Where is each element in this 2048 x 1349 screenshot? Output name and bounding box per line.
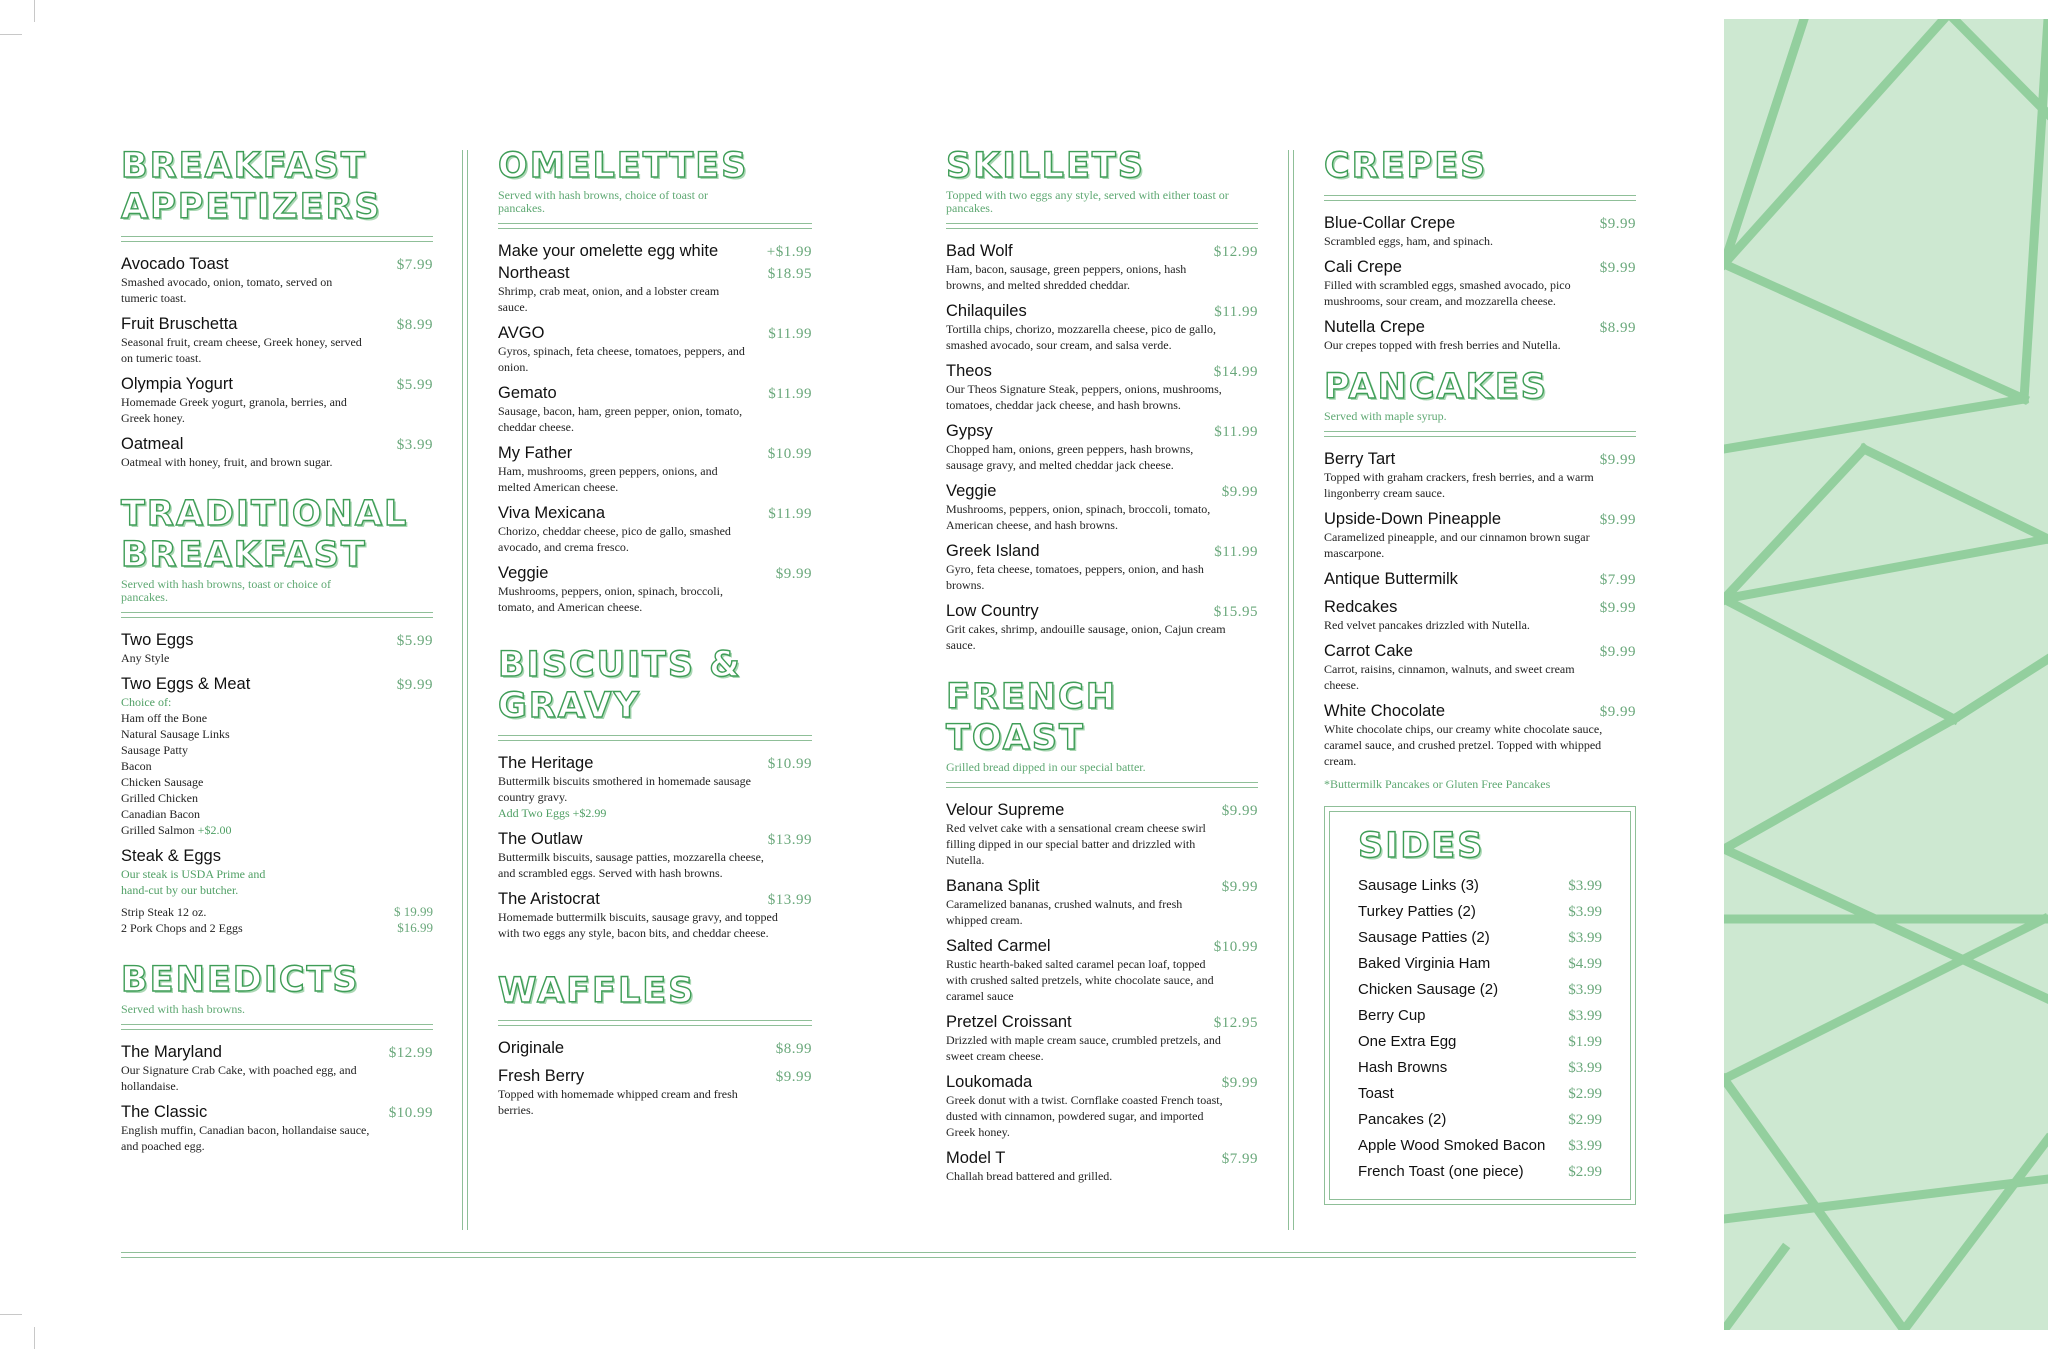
item-name: Greek Island xyxy=(946,542,1040,560)
section-title: PANCAKES xyxy=(1324,367,1548,407)
item-price: $11.99 xyxy=(1214,424,1258,440)
section-title: TRADITIONAL xyxy=(121,494,409,534)
double-rule xyxy=(121,612,433,618)
item-price: $11.99 xyxy=(768,506,812,522)
item-price: $9.99 xyxy=(1599,452,1636,468)
item-desc: Oatmeal with honey, fruit, and brown sugar. xyxy=(121,455,333,469)
item-desc: Gyro, feta cheese, tomatoes, peppers, onion, and hash browns. xyxy=(946,562,1204,592)
meat-option: Grilled Chicken xyxy=(121,791,198,805)
menu-item xyxy=(498,263,812,315)
double-rule xyxy=(946,782,1258,788)
menu-item xyxy=(946,936,1258,1004)
item-price: $9.99 xyxy=(775,566,812,582)
section-subtitle: Served with hash browns, choice of toast or pancakes. xyxy=(498,188,708,215)
side-name: Turkey Patties (2) xyxy=(1358,903,1476,920)
item-desc: Seasonal fruit, cream cheese, Greek honey, served on tumeric toast. xyxy=(121,335,362,365)
side-price: $4.99 xyxy=(1568,956,1602,972)
side-price: $2.99 xyxy=(1568,1164,1602,1180)
side-price: $2.99 xyxy=(1568,1086,1602,1102)
item-list xyxy=(121,254,433,470)
item-price: $3.99 xyxy=(396,437,433,453)
item-price: $9.99 xyxy=(1599,704,1636,720)
item-name: The Classic xyxy=(121,1103,208,1121)
section-omelettes xyxy=(498,146,812,615)
side-name: Pancakes (2) xyxy=(1358,1111,1447,1128)
item-desc: Caramelized pineapple, and our cinnamon brown sugar mascarpone. xyxy=(1324,530,1590,560)
item-name: Berry Tart xyxy=(1324,450,1396,468)
menu-item xyxy=(946,601,1258,653)
item-name: Steak & Eggs xyxy=(121,847,221,865)
menu-item xyxy=(946,1072,1258,1140)
item-desc: Carrot, raisins, cinnamon, walnuts, and sweet cream cheese. xyxy=(1324,662,1575,692)
item-price: $11.99 xyxy=(1214,304,1258,320)
menu-item xyxy=(1324,701,1636,769)
item-desc: Ham, mushrooms, green peppers, onions, and melted American cheese. xyxy=(498,464,718,494)
item-desc: Caramelized bananas, crushed walnuts, and fresh whipped cream. xyxy=(946,897,1183,927)
column-3 xyxy=(946,146,1258,1208)
item-price: $9.99 xyxy=(775,1069,812,1085)
item-desc: Ham, bacon, sausage, green peppers, onions, hash browns, and melted shredded cheddar. xyxy=(946,262,1187,292)
steak-rows xyxy=(121,904,433,936)
item-desc: Our Signature Crab Cake, with poached egg, and hollandaise. xyxy=(121,1063,357,1093)
meat-option: Ham off the Bone xyxy=(121,711,208,725)
menu-item xyxy=(1324,449,1636,501)
item-name: Nutella Crepe xyxy=(1324,318,1425,336)
side-price: $3.99 xyxy=(1568,904,1602,920)
menu-item xyxy=(498,563,812,615)
item-price: $5.99 xyxy=(396,377,433,393)
crop-mark xyxy=(34,0,35,22)
item-list xyxy=(946,241,1258,653)
section-skillets xyxy=(946,146,1258,653)
menu-item xyxy=(946,481,1258,533)
section-traditional-breakfast xyxy=(121,494,433,936)
meat-option: Chicken Sausage xyxy=(121,775,204,789)
menu-item xyxy=(946,541,1258,593)
item-price: $13.99 xyxy=(767,832,812,848)
section-title: OMELETTES xyxy=(498,146,749,186)
item-name: Gemato xyxy=(498,384,557,402)
steak-price: $16.99 xyxy=(397,920,433,935)
item-desc: Our crepes topped with fresh berries and Nutella. xyxy=(1324,338,1561,352)
item-name: Two Eggs xyxy=(121,631,194,649)
side-name: Berry Cup xyxy=(1358,1007,1426,1024)
item-name: Upside-Down Pineapple xyxy=(1324,510,1502,528)
item-name: Theos xyxy=(946,362,992,380)
item-name: Salted Carmel xyxy=(946,937,1051,955)
item-desc: Topped with graham crackers, fresh berries, and a warm lingonberry cream sauce. xyxy=(1324,470,1594,500)
crop-mark xyxy=(0,34,22,35)
item-desc: Filled with scrambled eggs, smashed avocado, pico mushrooms, sour cream, and mozzarella cheese. xyxy=(1324,278,1571,308)
side-price: $3.99 xyxy=(1568,930,1602,946)
side-name: Sausage Patties (2) xyxy=(1358,929,1490,946)
side-item xyxy=(1358,899,1602,925)
menu-item xyxy=(498,1066,812,1118)
side-item xyxy=(1358,1003,1602,1029)
item-price: $9.99 xyxy=(1221,879,1258,895)
item-name: Gypsy xyxy=(946,422,993,440)
item-desc: Drizzled with maple cream sauce, crumbled pretzels, and sweet cream cheese. xyxy=(946,1033,1221,1063)
double-rule xyxy=(498,223,812,229)
item-name: Fresh Berry xyxy=(498,1067,585,1085)
crop-mark xyxy=(0,1314,22,1315)
side-price: $3.99 xyxy=(1568,1008,1602,1024)
item-desc: Gyros, spinach, feta cheese, tomatoes, peppers, and onion. xyxy=(498,344,745,374)
item-name: Oatmeal xyxy=(121,435,184,453)
item-desc: Homemade Greek yogurt, granola, berries, and Greek honey. xyxy=(121,395,347,425)
section-waffles xyxy=(498,971,812,1118)
item-price: $9.99 xyxy=(1599,600,1636,616)
item-name: Antique Buttermilk xyxy=(1324,570,1458,588)
item-name: Olympia Yogurt xyxy=(121,375,233,393)
column-2 xyxy=(498,146,812,1142)
item-desc: Buttermilk biscuits, sausage patties, mozzarella cheese, and scrambled eggs. Served with hash browns. xyxy=(498,850,764,880)
item-name: Fruit Bruschetta xyxy=(121,315,238,333)
side-name: Chicken Sausage (2) xyxy=(1358,981,1499,998)
item-desc: Shrimp, crab meat, onion, and a lobster cream sauce. xyxy=(498,284,720,314)
item-price: $10.99 xyxy=(1213,939,1258,955)
sides-box xyxy=(1324,806,1636,1205)
section-title: BISCUITS & GRAVY xyxy=(498,645,742,726)
item-desc: Any Style xyxy=(121,651,170,665)
steak-label: Strip Steak 12 oz. xyxy=(121,905,207,919)
menu-item xyxy=(946,1012,1258,1064)
section-biscuits-gravy xyxy=(498,645,812,941)
item-price: $9.99 xyxy=(1221,484,1258,500)
side-name: Sausage Links (3) xyxy=(1358,877,1479,894)
menu-item xyxy=(498,1038,812,1058)
menu-item xyxy=(1324,641,1636,693)
egg-white-option xyxy=(498,241,812,261)
section-title: FRENCH TOAST xyxy=(946,677,1118,758)
side-name: Apple Wood Smoked Bacon xyxy=(1358,1137,1546,1154)
item-desc: Rustic hearth-baked salted caramel pecan loaf, topped with crushed salted pretzels, white chocolate sauce, and caramel sauce xyxy=(946,957,1214,1003)
column-1 xyxy=(121,146,433,1178)
item-desc: Smashed avocado, onion, tomato, served on tumeric toast. xyxy=(121,275,333,305)
item-price: $9.99 xyxy=(396,677,433,693)
choice-label: Choice of: xyxy=(121,695,172,709)
item-name: Loukomada xyxy=(946,1073,1033,1091)
sides-inner xyxy=(1329,811,1631,1200)
menu-item xyxy=(1324,317,1636,353)
section-subtitle: Topped with two eggs any style, served with either toast or pancakes. xyxy=(946,188,1229,215)
item-price: $10.99 xyxy=(767,756,812,772)
menu-item xyxy=(946,361,1258,413)
side-price: $3.99 xyxy=(1568,1138,1602,1154)
menu-item xyxy=(498,323,812,375)
menu-item xyxy=(121,846,433,936)
column-divider xyxy=(462,150,468,1230)
side-price: $3.99 xyxy=(1568,982,1602,998)
side-price: $1.99 xyxy=(1568,1034,1602,1050)
item-name: Veggie xyxy=(498,564,549,582)
item-name: Low Country xyxy=(946,602,1039,620)
section-title: BREAKFAST xyxy=(121,146,367,186)
item-name: Blue-Collar Crepe xyxy=(1324,214,1456,232)
section-title: WAFFLES xyxy=(498,971,696,1011)
item-desc: English muffin, Canadian bacon, hollandaise sauce, and poached egg. xyxy=(121,1123,370,1153)
item-desc: Red velvet cake with a sensational cream cheese swirl filling dipped in our special batter and drizzled with Nutella. xyxy=(946,821,1206,867)
item-price: $13.99 xyxy=(767,892,812,908)
item-desc: Mushrooms, peppers, onion, spinach, broccoli, tomato, and American cheese. xyxy=(498,584,723,614)
item-desc: Sausage, bacon, ham, green pepper, onion, tomato, cheddar cheese. xyxy=(498,404,743,434)
item-desc: Buttermilk biscuits smothered in homemade sausage country gravy. xyxy=(498,774,751,804)
item-price: $14.99 xyxy=(1213,364,1258,380)
decorative-panel xyxy=(1724,19,2048,1330)
meat-options xyxy=(121,710,433,822)
section-title: SIDES xyxy=(1358,826,1485,866)
double-rule xyxy=(498,735,812,741)
side-item xyxy=(1358,1107,1602,1133)
section-french-toast xyxy=(946,677,1258,1184)
item-name: Northeast xyxy=(498,264,570,282)
side-name: Hash Browns xyxy=(1358,1059,1448,1076)
item-price: $7.99 xyxy=(396,257,433,273)
menu-item xyxy=(1324,569,1636,589)
item-price: $12.99 xyxy=(1213,244,1258,260)
item-desc: Mushrooms, peppers, onion, spinach, broccoli, tomato, American cheese, and hash browns. xyxy=(946,502,1211,532)
double-rule xyxy=(121,236,433,242)
meat-option: Bacon xyxy=(121,759,152,773)
item-name: Originale xyxy=(498,1039,565,1057)
item-name: Banana Split xyxy=(946,877,1040,895)
item-price: $9.99 xyxy=(1599,260,1636,276)
pancake-note: *Buttermilk Pancakes or Gluten Free Pancakes xyxy=(1324,777,1551,791)
item-price: $11.99 xyxy=(768,386,812,402)
section-title: APPETIZERS xyxy=(121,187,382,227)
item-name: Bad Wolf xyxy=(946,242,1013,260)
menu-item xyxy=(946,1148,1258,1184)
steak-note: Our steak is USDA Prime and hand-cut by our butcher. xyxy=(121,867,266,897)
menu-item xyxy=(946,421,1258,473)
item-name: Carrot Cake xyxy=(1324,642,1413,660)
menu-item xyxy=(946,241,1258,293)
option-extra: +$2.00 xyxy=(197,823,232,837)
menu-item xyxy=(121,374,433,426)
side-price: $3.99 xyxy=(1568,878,1602,894)
footer-rule xyxy=(121,1252,1636,1258)
double-rule xyxy=(946,223,1258,229)
item-price: $9.99 xyxy=(1599,216,1636,232)
side-name: One Extra Egg xyxy=(1358,1033,1457,1050)
section-title: BENEDICTS xyxy=(121,960,360,1000)
section-subtitle: Served with maple syrup. xyxy=(1324,409,1447,423)
menu-item xyxy=(121,1102,433,1154)
steak-price: $ 19.99 xyxy=(394,904,433,919)
side-item xyxy=(1358,925,1602,951)
item-list xyxy=(498,263,812,615)
side-name: Baked Virginia Ham xyxy=(1358,955,1491,972)
item-desc: Topped with homemade whipped cream and fresh berries. xyxy=(498,1087,738,1117)
section-subtitle: Served with hash browns. xyxy=(121,1002,245,1016)
item-price: $9.99 xyxy=(1221,803,1258,819)
item-desc: Greek donut with a twist. Cornflake coasted French toast, dusted with cinnamon, powdered sugar, and imported Greek honey. xyxy=(946,1093,1223,1139)
side-price: $2.99 xyxy=(1568,1112,1602,1128)
item-name: Pretzel Croissant xyxy=(946,1013,1072,1031)
section-title: CREPES xyxy=(1324,146,1488,186)
item-price: $8.99 xyxy=(775,1041,812,1057)
item-price: $11.99 xyxy=(1214,544,1258,560)
menu-item xyxy=(498,889,812,941)
item-name: Model T xyxy=(946,1149,1006,1167)
item-price: +$1.99 xyxy=(766,244,812,260)
side-item xyxy=(1358,1133,1602,1159)
meat-option: Sausage Patty xyxy=(121,743,188,757)
side-name: French Toast (one piece) xyxy=(1358,1163,1524,1180)
side-item xyxy=(1358,873,1602,899)
menu-item xyxy=(1324,257,1636,309)
side-price: $3.99 xyxy=(1568,1060,1602,1076)
item-price: $12.95 xyxy=(1213,1015,1258,1031)
menu-item xyxy=(498,829,812,881)
item-price: $9.99 xyxy=(1221,1075,1258,1091)
section-crepes xyxy=(1324,146,1636,353)
item-name: Cali Crepe xyxy=(1324,258,1402,276)
meat-option xyxy=(121,822,433,838)
item-price: $15.95 xyxy=(1213,604,1258,620)
item-name: Redcakes xyxy=(1324,598,1398,616)
side-item xyxy=(1358,1055,1602,1081)
item-list xyxy=(121,1042,433,1154)
item-price: $7.99 xyxy=(1221,1151,1258,1167)
item-desc: Chopped ham, onions, green peppers, hash browns, sausage gravy, and melted cheddar jack cheese. xyxy=(946,442,1194,472)
item-desc: White chocolate chips, our creamy white chocolate sauce, caramel sauce, and crushed pretzel. Topped with whipped cream. xyxy=(1324,722,1603,768)
sides-list xyxy=(1358,873,1602,1185)
item-desc: Tortilla chips, chorizo, mozzarella cheese, pico de gallo, smashed avocado, sour cream, and salsa verde. xyxy=(946,322,1217,352)
double-rule xyxy=(1324,431,1636,437)
menu-item xyxy=(498,383,812,435)
item-extra: Add Two Eggs +$2.99 xyxy=(498,806,607,820)
meat-option: Canadian Bacon xyxy=(121,807,200,821)
menu-item xyxy=(498,443,812,495)
item-name: The Maryland xyxy=(121,1043,222,1061)
menu-item xyxy=(121,1042,433,1094)
menu-item xyxy=(121,674,433,838)
item-list xyxy=(498,753,812,941)
section-title: SKILLETS xyxy=(946,146,1145,186)
menu-item xyxy=(946,800,1258,868)
item-list xyxy=(1324,213,1636,353)
item-name: Make your omelette egg white xyxy=(498,242,719,260)
item-price: $10.99 xyxy=(767,446,812,462)
item-price: $12.99 xyxy=(388,1045,433,1061)
item-desc: Homemade buttermilk biscuits, sausage gravy, and topped with two eggs any style, bacon bits, and cheddar cheese. xyxy=(498,910,778,940)
item-price: $7.99 xyxy=(1599,572,1636,588)
item-name: Avocado Toast xyxy=(121,255,229,273)
column-4 xyxy=(1324,146,1636,1205)
item-desc: Grit cakes, shrimp, andouille sausage, onion, Cajun cream sauce. xyxy=(946,622,1226,652)
item-name: White Chocolate xyxy=(1324,702,1446,720)
menu-item xyxy=(1324,213,1636,249)
item-name: AVGO xyxy=(498,324,545,342)
side-item xyxy=(1358,951,1602,977)
item-price: $11.99 xyxy=(768,326,812,342)
item-list xyxy=(946,800,1258,1184)
side-item xyxy=(1358,1029,1602,1055)
item-price: $8.99 xyxy=(396,317,433,333)
section-subtitle: Grilled bread dipped in our special batter. xyxy=(946,760,1146,774)
column-divider xyxy=(1288,150,1294,1230)
menu-item xyxy=(946,301,1258,353)
item-name: The Heritage xyxy=(498,754,594,772)
item-desc: Chorizo, cheddar cheese, pico de gallo, smashed avocado, and crema fresco. xyxy=(498,524,731,554)
section-pancakes xyxy=(1324,367,1636,792)
side-item xyxy=(1358,1159,1602,1185)
item-list xyxy=(1324,449,1636,769)
menu-item xyxy=(121,630,433,666)
menu-item xyxy=(121,434,433,470)
crop-mark xyxy=(34,1327,35,1349)
item-name: Velour Supreme xyxy=(946,801,1065,819)
item-name: My Father xyxy=(498,444,573,462)
double-rule xyxy=(498,1020,812,1026)
item-name: The Outlaw xyxy=(498,830,583,848)
item-name: Two Eggs & Meat xyxy=(121,675,251,693)
meat-option: Natural Sausage Links xyxy=(121,727,230,741)
item-desc: Red velvet pancakes drizzled with Nutella. xyxy=(1324,618,1530,632)
side-name: Toast xyxy=(1358,1085,1394,1102)
section-benedicts xyxy=(121,960,433,1154)
item-name: Viva Mexicana xyxy=(498,504,606,522)
item-price: $9.99 xyxy=(1599,512,1636,528)
option-label: Grilled Salmon xyxy=(121,823,195,837)
item-list xyxy=(498,1038,812,1118)
side-item xyxy=(1358,1081,1602,1107)
item-desc: Challah bread battered and grilled. xyxy=(946,1169,1113,1183)
item-name: The Aristocrat xyxy=(498,890,600,908)
menu-item xyxy=(121,314,433,366)
menu-item xyxy=(1324,509,1636,561)
item-price: $5.99 xyxy=(396,633,433,649)
steak-row xyxy=(121,904,433,920)
item-name: Chilaquiles xyxy=(946,302,1027,320)
item-price: $10.99 xyxy=(388,1105,433,1121)
item-desc: Scrambled eggs, ham, and spinach. xyxy=(1324,234,1493,248)
section-title: BREAKFAST xyxy=(121,535,367,575)
double-rule xyxy=(1324,195,1636,201)
menu-item xyxy=(1324,597,1636,633)
steak-label: 2 Pork Chops and 2 Eggs xyxy=(121,921,243,935)
steak-row xyxy=(121,920,433,936)
geometric-pattern xyxy=(1724,19,2048,1330)
item-price: $18.95 xyxy=(767,266,812,282)
item-desc: Our Theos Signature Steak, peppers, onions, mushrooms, tomatoes, cheddar jack cheese, and hash browns. xyxy=(946,382,1222,412)
item-name: Veggie xyxy=(946,482,997,500)
item-price: $9.99 xyxy=(1599,644,1636,660)
section-breakfast-appetizers xyxy=(121,146,433,470)
menu-item xyxy=(946,876,1258,928)
menu-item xyxy=(498,503,812,555)
side-item xyxy=(1358,977,1602,1003)
item-price: $8.99 xyxy=(1599,320,1636,336)
menu-item xyxy=(121,254,433,306)
menu-item xyxy=(498,753,812,821)
double-rule xyxy=(121,1024,433,1030)
section-subtitle: Served with hash browns, toast or choice of pancakes. xyxy=(121,577,331,604)
